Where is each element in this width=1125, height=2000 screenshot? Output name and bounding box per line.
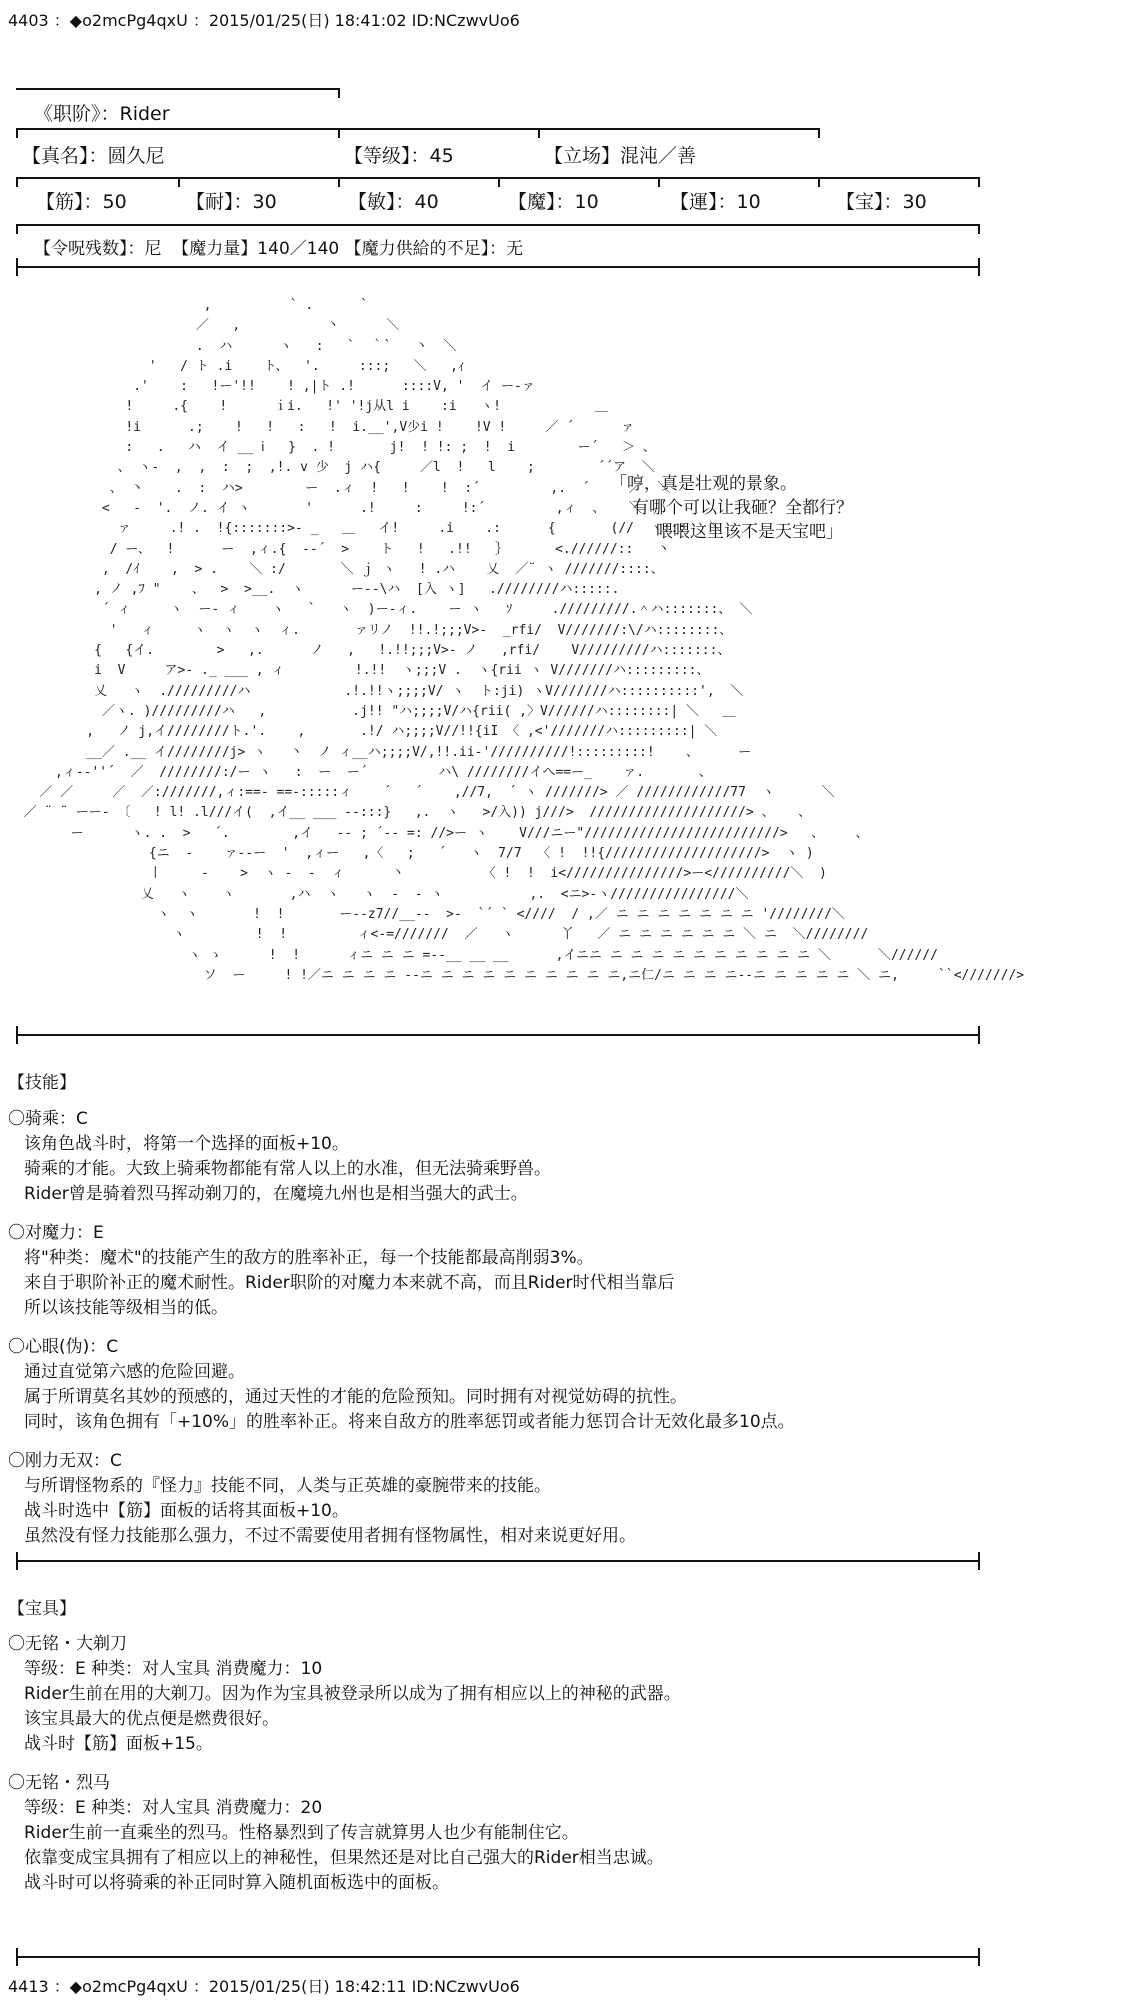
entry-title: 〇心眼(伪)：C <box>8 1337 119 1357</box>
class-label: 《职阶》：Rider <box>34 103 170 125</box>
entry-block <box>8 1107 795 1207</box>
entry-line: 属于所谓莫名其妙的预感的，通过天性的才能的危险预知。同时拥有对视觉妨碍的抗性。 <box>24 1387 687 1407</box>
status-tick <box>16 177 18 187</box>
speech-line-2: 有哪个可以让我砸？全都行？ <box>632 498 853 518</box>
ascii-art <box>8 296 1024 986</box>
art-line: , ` . ` <box>8 298 369 313</box>
np-title: 【宝具】 <box>8 1599 76 1619</box>
art-line: !i .; ! ! : ! i.__',V少i ! !V ! ／ ´ ァ <box>8 419 634 435</box>
art-line: 丨 - > ヽ - ‐ ィ 丶 〈 ! ! i<///////////////>ー<//////////＼ ) <box>8 866 827 882</box>
status-tick <box>178 177 180 187</box>
post-header-bottom: 4413 ：◆o2mcPg4qxU ：2015/01/25(日) 18:42:11 ID:NCzwvUo6 <box>8 1977 520 1996</box>
stat-mag: 【魔】：10 <box>508 191 599 213</box>
entry-line: 该角色战斗时，将第一个选择的面板+10。 <box>24 1134 349 1154</box>
entry-block <box>8 1449 795 1549</box>
stat-agi: 【敏】：40 <box>348 191 439 213</box>
art-line: ! .{ ! ｉi. !' '!j从l i :i ヽ! ＿ <box>8 399 608 415</box>
entry-title: 〇无铭・大剃刀 <box>8 1634 127 1654</box>
status-tick <box>338 88 340 98</box>
art-line: / ー、 ! ー ,ィ.{ --´ > ト ! .!! ｝ <.//////:: 丶 <box>8 541 670 557</box>
entry-title: 〇骑乘：C <box>8 1109 88 1129</box>
art-line: ソ ー ! !／ニ ニ ニ ニ --ニ ニ ニ ニ ニ ニ ニ ニ ニ ニ,ニ仁/ニ ニ ニ ニ--ニ ニ ニ ニ ニ ＼ ニ, ``<///////> <box>8 967 1025 983</box>
entry-line: Rider曾是骑着烈马挥动剃刀的，在魔境九州也是相当强大的武士。 <box>24 1184 528 1204</box>
art-line: : . ハ イ __ ⅰ } . ! j! ! !: ; ! i ー´ ＞ 、 <box>8 440 656 456</box>
entry-line: 战斗时【筋】面板+15。 <box>24 1734 213 1754</box>
status-tick <box>978 177 980 187</box>
art-line: ァ .! . !{:::::::>- _ ＿ イ! .i .: { (// ヽ::: ＼ <box>8 521 723 537</box>
entry-title: 〇刚力无双：C <box>8 1451 122 1471</box>
entry-line: Rider生前一直乘坐的烈马。性格暴烈到了传言就算男人也少有能制住它。 <box>24 1823 579 1843</box>
status-tick <box>818 128 820 138</box>
entry-line: 依靠变成宝具拥有了相应以上的神秘性，但果然还是对比自己强大的Rider相当忠诚。 <box>24 1848 664 1868</box>
art-line: ヽ ! ! ィ<-=/////// ／ ヽ 丫 ／ ニ ニ ニ ニ ニ ニ ＼ ニ ＼//////// <box>8 927 869 943</box>
entry-line: 同时，该角色拥有「+10%」的胜率补正。将来自敌方的胜率惩罚或者能力惩罚合计无效化最多10点。 <box>24 1412 795 1432</box>
status-top-rule <box>16 88 340 90</box>
entry-line: 等级：E 种类：对人宝具 消费魔力：20 <box>24 1798 323 1818</box>
art-line: ／ヽ. )/////////ハ , .j!! "ハ;;;;V/ハ{rii( ,〉V//////ハ::::::::| ＼ ＿ <box>8 703 736 719</box>
art-line: ／ ¨ ¨ ーー- 〔 ! l! .l///イ( ,イ__ ___ --:::} ,. ヽ >/入)) j///> ////////////////////> 、 、 <box>8 805 812 821</box>
art-line: ／ ／ ／ ／:///////,ィ:==‐ ==-:::::ィ ´ ´ ,//7, ´ ヽ ///////> ／ ////////////77 ヽ ＼ <box>8 785 835 801</box>
art-line: { {イ. > ,. ノ , !.!!;;;V>- ノ ,rfi/ V/////////ハ:::::::、 <box>8 643 731 659</box>
rule-tick <box>978 1026 980 1044</box>
true-name: 【真名】：圆久尼 <box>22 145 165 167</box>
status-bottom-rule <box>16 266 980 268</box>
rule-tick <box>16 1552 18 1570</box>
status-tick <box>538 128 540 138</box>
status-rule-2 <box>16 128 820 130</box>
art-line: ヽ ヽ ! ! ー--z7//__-- >- `´ ` <//// / ,／ ニ ニ ニ ニ ニ ニ ニ '////////＼ <box>8 906 845 922</box>
art-line: __／ .__ イ////////j> ヽ 丶 ノ ィ__ハ;;;;V/,!!.ii-'//////////!:::::::::! 、 ー <box>8 744 752 760</box>
art-line: .' : !ー'!! ! ,|ト .! ::::V, ' イ ー‐ァ <box>8 379 535 395</box>
entry-line: 通过直觉第六感的危险回避。 <box>24 1362 245 1382</box>
entry-block <box>8 1771 681 1896</box>
art-line: ´ ィ ヽ ー- ィ ヽ ` ヽ )ー-ィ. ー ヽ ｿ ./////////.＾ハ:::::::、 ＼ <box>8 602 753 618</box>
alignment: 【立场】混沌／善 <box>544 145 697 167</box>
entry-line: 虽然没有怪力技能那么强力，不过不需要使用者拥有怪物属性，相对来说更好用。 <box>24 1526 636 1546</box>
speech-line-3: 喂喂这里该不是天宝吧」 <box>656 522 843 542</box>
status-tick <box>818 177 820 187</box>
entry-line: 该宝具最大的优点便是燃费很好。 <box>24 1709 279 1729</box>
entry-line: 战斗时选中【筋】面板的话将其面板+10。 <box>24 1501 349 1521</box>
art-line: 、 ヽ- , , : ; ,!. v 少 j ハ{ ／l ! l ; ´´ア ＼ <box>8 460 655 476</box>
skills-title: 【技能】 <box>8 1073 76 1093</box>
art-line: ー ヽ. . > ´. ,イ -- ; ´-- =: //>ー ヽ V///ニー"/////////////////////////> 、 、 <box>8 825 869 841</box>
art-line: i V ア>- ._ ___ , ィ !.!! ヽ;;;V . ヽ{rii ヽ V///////ハ:::::::::、 <box>8 663 710 679</box>
art-line: 乂 ヽ ./////////ハ .!.!!ヽ;;;;V/ ヽ ト:ji) ヽV///////ハ::::::::::', ＼ <box>8 683 744 699</box>
art-line: ヽ ゝ ! ! ィニ ニ ニ =--__ __ __ ,イニニ ニ ニ ニ ニ ニ ニ ニ ニ ニ ニ ＼ ＼////// <box>8 947 938 963</box>
status-tick <box>16 128 18 138</box>
status-tick <box>658 177 660 187</box>
art-line: < - '. ノ. イ ヽ ' .! : !:´ ,ィ 、 ＼ <box>8 500 642 516</box>
stat-np: 【宝】：30 <box>836 191 927 213</box>
entry-block <box>8 1335 795 1435</box>
entry-title: 〇对魔力：E <box>8 1223 104 1243</box>
art-line: ／ , 丶 ＼ <box>8 318 400 334</box>
entry-line: 与所谓怪物系的『怪力』技能不同，人类与正英雄的豪腕带来的技能。 <box>24 1476 551 1496</box>
status-tick <box>338 177 340 187</box>
np-list <box>8 1632 681 1910</box>
level: 【等级】：45 <box>344 145 454 167</box>
speech-line-1: 「哼，真是壮观的景象。 <box>610 474 797 494</box>
rule-tick <box>16 1948 18 1966</box>
art-line: ' ィ ヽ ヽ ヽ ィ. ァリノ !!.!;;;V>- _rfi/ V///////:\/ハ::::::::、 <box>8 622 733 638</box>
status-tick <box>16 258 18 276</box>
entry-line: 所以该技能等级相当的低。 <box>24 1298 228 1318</box>
entry-line: Rider生前在用的大剃刀。因为作为宝具被登录所以成为了拥有相应以上的神秘的武器。 <box>24 1684 681 1704</box>
skills-bottom-rule <box>16 1560 980 1562</box>
rule-tick <box>978 1948 980 1966</box>
status-tick <box>978 224 980 234</box>
entry-line: 战斗时可以将骑乘的补正同时算入随机面板选中的面板。 <box>24 1873 449 1893</box>
post-header-top: 4403 ：◆o2mcPg4qxU ：2015/01/25(日) 18:41:02 ID:NCzwvUo6 <box>8 11 520 30</box>
art-line: , ノ j,イ////////ト.'. , .!/ ハ;;;;V//!!{iI 〈 ,<'///////ハ:::::::::| ＼ <box>8 724 718 740</box>
art-line: 、 丶 . : ハ> ー .ィ ! ! ! :´ ,. ´ ／ ＼ <box>8 480 671 496</box>
status-rule-4 <box>16 224 980 226</box>
np-bottom-rule <box>16 1956 980 1958</box>
entry-line: 将"种类：魔术"的技能产生的敌方的胜率补正，每一个技能都最高削弱3%。 <box>24 1248 594 1268</box>
entry-block <box>8 1632 681 1757</box>
art-line: . ハ ヽ : ` ｀` 丶 ＼ <box>8 338 457 354</box>
art-line: , /ｲ , > . ＼ :/ ＼ ｊ ヽ ! .ハ 乂 ／¨ ヽ ///////::::、 <box>8 561 664 577</box>
art-line: {ニ ‐ ァ--ー ' ,ィー ,〈 ; ´ ヽ 7/7 〈 ! !!{////////////////////> ヽ ) <box>8 846 814 862</box>
art-line: ' / ト .i ト、 '. :::; ＼ ,ｨ <box>8 358 465 374</box>
status-tick <box>16 224 18 234</box>
entry-line: 等级：E 种类：对人宝具 消费魔力：10 <box>24 1659 323 1679</box>
stat-luck: 【運】：10 <box>670 191 761 213</box>
entry-line: 来自于职阶补正的魔术耐性。Rider职阶的对魔力本来就不高，而且Rider时代相当靠后 <box>24 1273 675 1293</box>
status-tick <box>498 177 500 187</box>
entry-line: 骑乘的才能。大致上骑乘物都能有常人以上的水准，但无法骑乘野兽。 <box>24 1159 551 1179</box>
skills-list <box>8 1107 795 1563</box>
stat-end: 【耐】：30 <box>186 191 277 213</box>
art-line: , ノ ,ﾌ " 、 > >__. ヽ ー--\ハ [入 ヽ] .////////ハ:::::. <box>8 582 620 598</box>
entry-title: 〇无铭・烈马 <box>8 1773 110 1793</box>
command-line: 【令呪残数】：尼 【魔力量】140／140 【魔力供給的不足】：无 <box>34 239 524 259</box>
rule-tick <box>16 1026 18 1044</box>
art-line: ,ィ-‐''´ ／ ////////:/ー ヽ : ー ー´ ハ\ ////////イへ==ー_ ァ. 、 <box>8 764 712 780</box>
rule-tick <box>978 1552 980 1570</box>
stat-str: 【筋】：50 <box>36 191 127 213</box>
entry-block <box>8 1221 795 1321</box>
status-tick <box>338 128 340 138</box>
status-tick <box>978 258 980 276</box>
art-bottom-rule <box>16 1034 980 1036</box>
art-line: 乂 ヽ ヽ ,ハ ヽ ヽ - - ヽ ,. <ニ>-ヽ////////////////＼ <box>8 886 749 902</box>
